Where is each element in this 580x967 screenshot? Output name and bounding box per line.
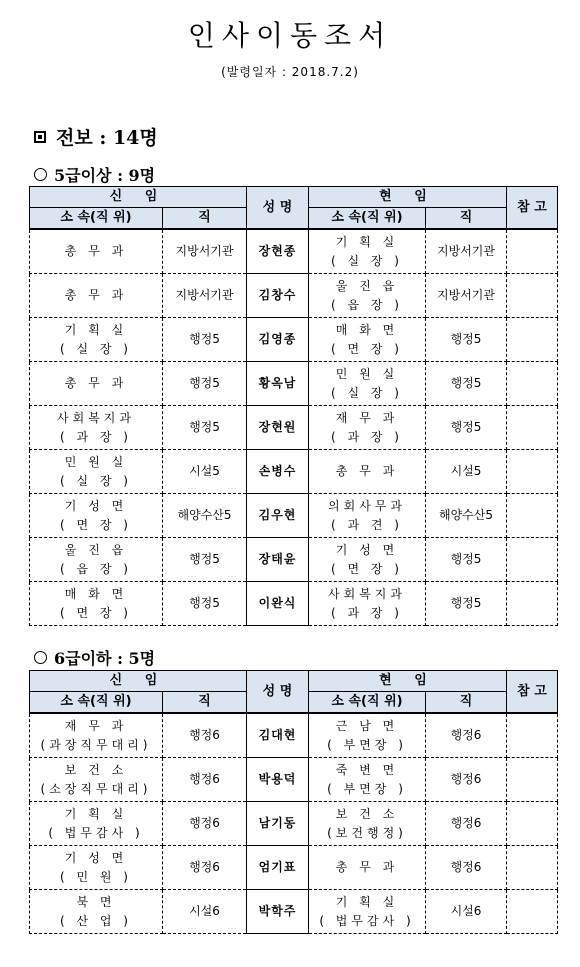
- dept-title: (보건행정): [327, 825, 407, 840]
- current-dept-cell: [309, 406, 426, 450]
- table-row: [30, 450, 558, 494]
- current-dept-cell: [309, 890, 426, 934]
- dept-title: ( 법무감사 ): [48, 825, 144, 840]
- name-cell: 남기동: [247, 802, 309, 846]
- header-cur-dept: 소 속(직 위): [309, 208, 426, 230]
- new-dept-cell: [30, 582, 163, 626]
- new-dept-cell: [30, 494, 163, 538]
- current-dept-cell: [309, 450, 426, 494]
- new-dept-cell: [30, 318, 163, 362]
- header-new: 신 임: [30, 671, 247, 692]
- dept-title: ( 과 장 ): [331, 605, 403, 620]
- dept-title: ( 실 장 ): [60, 473, 132, 488]
- dept-name: 기 성 면: [335, 542, 399, 557]
- table-row: [30, 713, 558, 758]
- header-new: 신 임: [30, 187, 247, 208]
- new-dept-cell: [30, 758, 163, 802]
- dept-name: 재 무 과: [64, 718, 128, 733]
- new-dept-cell: [30, 713, 163, 758]
- current-dept-cell: [309, 274, 426, 318]
- dept-title: ( 읍 장 ): [331, 297, 403, 312]
- current-position-cell: 행정5: [426, 318, 507, 362]
- section1-heading: [34, 163, 155, 186]
- header-current: 현 임: [309, 671, 507, 692]
- new-position-cell: 행정5: [163, 318, 247, 362]
- name-cell: 김창수: [247, 274, 309, 318]
- name-cell: 손병수: [247, 450, 309, 494]
- dept-name: 민 원 실: [335, 366, 399, 381]
- note-cell: [507, 494, 558, 538]
- header-note: 참 고: [507, 187, 558, 230]
- header-new-pos: 직: [163, 208, 247, 230]
- note-cell: [507, 450, 558, 494]
- dept-name: 기 획 실: [335, 894, 399, 909]
- dept-name: 민 원 실: [64, 454, 128, 469]
- section2-table: [29, 670, 558, 934]
- current-position-cell: 시설6: [426, 890, 507, 934]
- current-dept-cell: [309, 713, 426, 758]
- header-name: 성 명: [247, 671, 309, 714]
- table-row: [30, 890, 558, 934]
- dept-title: ( 면 장 ): [331, 341, 403, 356]
- new-dept-cell: [30, 538, 163, 582]
- header-new-dept: 소 속(직 위): [30, 208, 163, 230]
- header-cur-pos: 직: [426, 208, 507, 230]
- current-position-cell: 행정5: [426, 538, 507, 582]
- table-row: [30, 362, 558, 406]
- section1-table: [29, 186, 558, 626]
- table-row: [30, 406, 558, 450]
- new-dept-cell: [30, 450, 163, 494]
- dept-title: ( 과 견 ): [331, 517, 403, 532]
- dept-title: (소장직무대리): [40, 781, 152, 796]
- dept-title: ( 실 장 ): [331, 385, 403, 400]
- dept-title: ( 실 장 ): [60, 341, 132, 356]
- name-cell: 박용덕: [247, 758, 309, 802]
- table-row: [30, 318, 558, 362]
- table-row: [30, 846, 558, 890]
- dept-name: 총 무 과: [64, 244, 128, 258]
- note-cell: [507, 758, 558, 802]
- note-cell: [507, 229, 558, 274]
- table-row: [30, 494, 558, 538]
- note-cell: [507, 538, 558, 582]
- name-cell: 이완식: [247, 582, 309, 626]
- note-cell: [507, 713, 558, 758]
- dept-name: 근 남 면: [335, 718, 399, 733]
- new-position-cell: 행정5: [163, 362, 247, 406]
- name-cell: 황옥남: [247, 362, 309, 406]
- dept-title: ( 읍 장 ): [60, 561, 132, 576]
- new-position-cell: 행정5: [163, 538, 247, 582]
- dept-title: ( 산 업 ): [60, 913, 132, 928]
- table-row: [30, 229, 558, 274]
- new-position-cell: 해양수산5: [163, 494, 247, 538]
- current-dept-cell: [309, 582, 426, 626]
- dept-title: (과장직무대리): [40, 737, 152, 752]
- header-note: 참 고: [507, 671, 558, 714]
- dept-title: ( 민 원 ): [60, 869, 132, 884]
- name-cell: 장현종: [247, 229, 309, 274]
- current-dept-cell: [309, 538, 426, 582]
- header-new-dept: 소 속(직 위): [30, 692, 163, 714]
- header-cur-pos: 직: [426, 692, 507, 714]
- dept-name: 총 무 과: [335, 464, 399, 478]
- document-title: 인사이동조서: [187, 19, 393, 52]
- new-position-cell: 시설6: [163, 890, 247, 934]
- dept-name: 죽 변 면: [335, 762, 399, 777]
- current-position-cell: 행정6: [426, 713, 507, 758]
- dept-name: 사회복지과: [57, 410, 135, 425]
- dept-name: 울 진 읍: [335, 278, 399, 293]
- dept-name: 기 성 면: [64, 498, 128, 513]
- dept-name: 매 화 면: [64, 586, 128, 601]
- dept-name: 총 무 과: [64, 376, 128, 390]
- note-cell: [507, 890, 558, 934]
- header-new-pos: 직: [163, 692, 247, 714]
- dept-title: ( 면 장 ): [60, 517, 132, 532]
- table-row: [30, 758, 558, 802]
- new-dept-cell: [30, 802, 163, 846]
- current-dept-cell: [309, 758, 426, 802]
- name-cell: 장현원: [247, 406, 309, 450]
- table-row: [30, 802, 558, 846]
- table-row: [30, 582, 558, 626]
- dept-name: 보 건 소: [335, 806, 399, 821]
- dept-title: ( 실 장 ): [331, 253, 403, 268]
- current-position-cell: 행정6: [426, 846, 507, 890]
- header-cur-dept: 소 속(직 위): [309, 692, 426, 714]
- current-position-cell: 행정5: [426, 406, 507, 450]
- new-dept-cell: [30, 406, 163, 450]
- new-dept-cell: [30, 229, 163, 274]
- dept-title: ( 과 장 ): [60, 429, 132, 444]
- issue-date: (발령일자 : 2018.7.2): [221, 65, 359, 79]
- note-cell: [507, 362, 558, 406]
- note-cell: [507, 582, 558, 626]
- name-cell: 김우현: [247, 494, 309, 538]
- new-position-cell: 행정6: [163, 846, 247, 890]
- current-position-cell: 행정6: [426, 802, 507, 846]
- new-position-cell: 지방서기관: [163, 274, 247, 318]
- new-dept-cell: [30, 846, 163, 890]
- current-dept-cell: [309, 229, 426, 274]
- dept-name: 매 화 면: [335, 322, 399, 337]
- name-cell: 엄기표: [247, 846, 309, 890]
- name-cell: 김영종: [247, 318, 309, 362]
- total-heading: [34, 123, 158, 150]
- current-dept-cell: [309, 362, 426, 406]
- new-position-cell: 행정5: [163, 406, 247, 450]
- new-dept-cell: [30, 362, 163, 406]
- note-cell: [507, 274, 558, 318]
- new-position-cell: 지방서기관: [163, 229, 247, 274]
- current-position-cell: 시설5: [426, 450, 507, 494]
- section2-label: 6급이하 : 5명: [54, 649, 156, 668]
- note-cell: [507, 846, 558, 890]
- current-dept-cell: [309, 802, 426, 846]
- current-dept-cell: [309, 846, 426, 890]
- square-bullet-icon: [34, 131, 46, 143]
- total-label: 전보 : 14명: [56, 127, 158, 149]
- dept-name: 의회사무과: [328, 498, 406, 513]
- dept-name: 재 무 과: [335, 410, 399, 425]
- dept-title: ( 법무감사 ): [319, 913, 415, 928]
- new-dept-cell: [30, 274, 163, 318]
- new-dept-cell: [30, 890, 163, 934]
- current-position-cell: 지방서기관: [426, 229, 507, 274]
- dept-title: ( 부면장 ): [327, 781, 407, 796]
- table-row: [30, 274, 558, 318]
- dept-name: 보 건 소: [64, 762, 128, 777]
- header-current: 현 임: [309, 187, 507, 208]
- table-row: [30, 538, 558, 582]
- dept-name: 북 면: [76, 894, 116, 909]
- dept-name: 총 무 과: [64, 288, 128, 302]
- dept-name: 사회복지과: [328, 586, 406, 601]
- circle-bullet-icon: [34, 168, 47, 181]
- name-cell: 김대현: [247, 713, 309, 758]
- dept-title: ( 면 장 ): [331, 561, 403, 576]
- section2-heading: [34, 646, 155, 669]
- current-dept-cell: [309, 318, 426, 362]
- dept-name: 기 성 면: [64, 850, 128, 865]
- name-cell: 장태윤: [247, 538, 309, 582]
- dept-name: 기 획 실: [64, 322, 128, 337]
- current-position-cell: 행정5: [426, 582, 507, 626]
- current-position-cell: 지방서기관: [426, 274, 507, 318]
- dept-name: 총 무 과: [335, 860, 399, 874]
- dept-title: ( 부면장 ): [327, 737, 407, 752]
- dept-name: 울 진 읍: [64, 542, 128, 557]
- header-name: 성 명: [247, 187, 309, 230]
- current-dept-cell: [309, 494, 426, 538]
- dept-name: 기 획 실: [335, 234, 399, 249]
- note-cell: [507, 318, 558, 362]
- new-position-cell: 행정6: [163, 802, 247, 846]
- note-cell: [507, 802, 558, 846]
- current-position-cell: 행정6: [426, 758, 507, 802]
- circle-bullet-icon: [34, 651, 47, 664]
- new-position-cell: 시설5: [163, 450, 247, 494]
- note-cell: [507, 406, 558, 450]
- new-position-cell: 행정5: [163, 582, 247, 626]
- new-position-cell: 행정6: [163, 758, 247, 802]
- dept-title: ( 과 장 ): [331, 429, 403, 444]
- current-position-cell: 해양수산5: [426, 494, 507, 538]
- section1-label: 5급이상 : 9명: [54, 166, 156, 185]
- current-position-cell: 행정5: [426, 362, 507, 406]
- new-position-cell: 행정6: [163, 713, 247, 758]
- dept-name: 기 획 실: [64, 806, 128, 821]
- dept-title: ( 면 장 ): [60, 605, 132, 620]
- name-cell: 박학주: [247, 890, 309, 934]
